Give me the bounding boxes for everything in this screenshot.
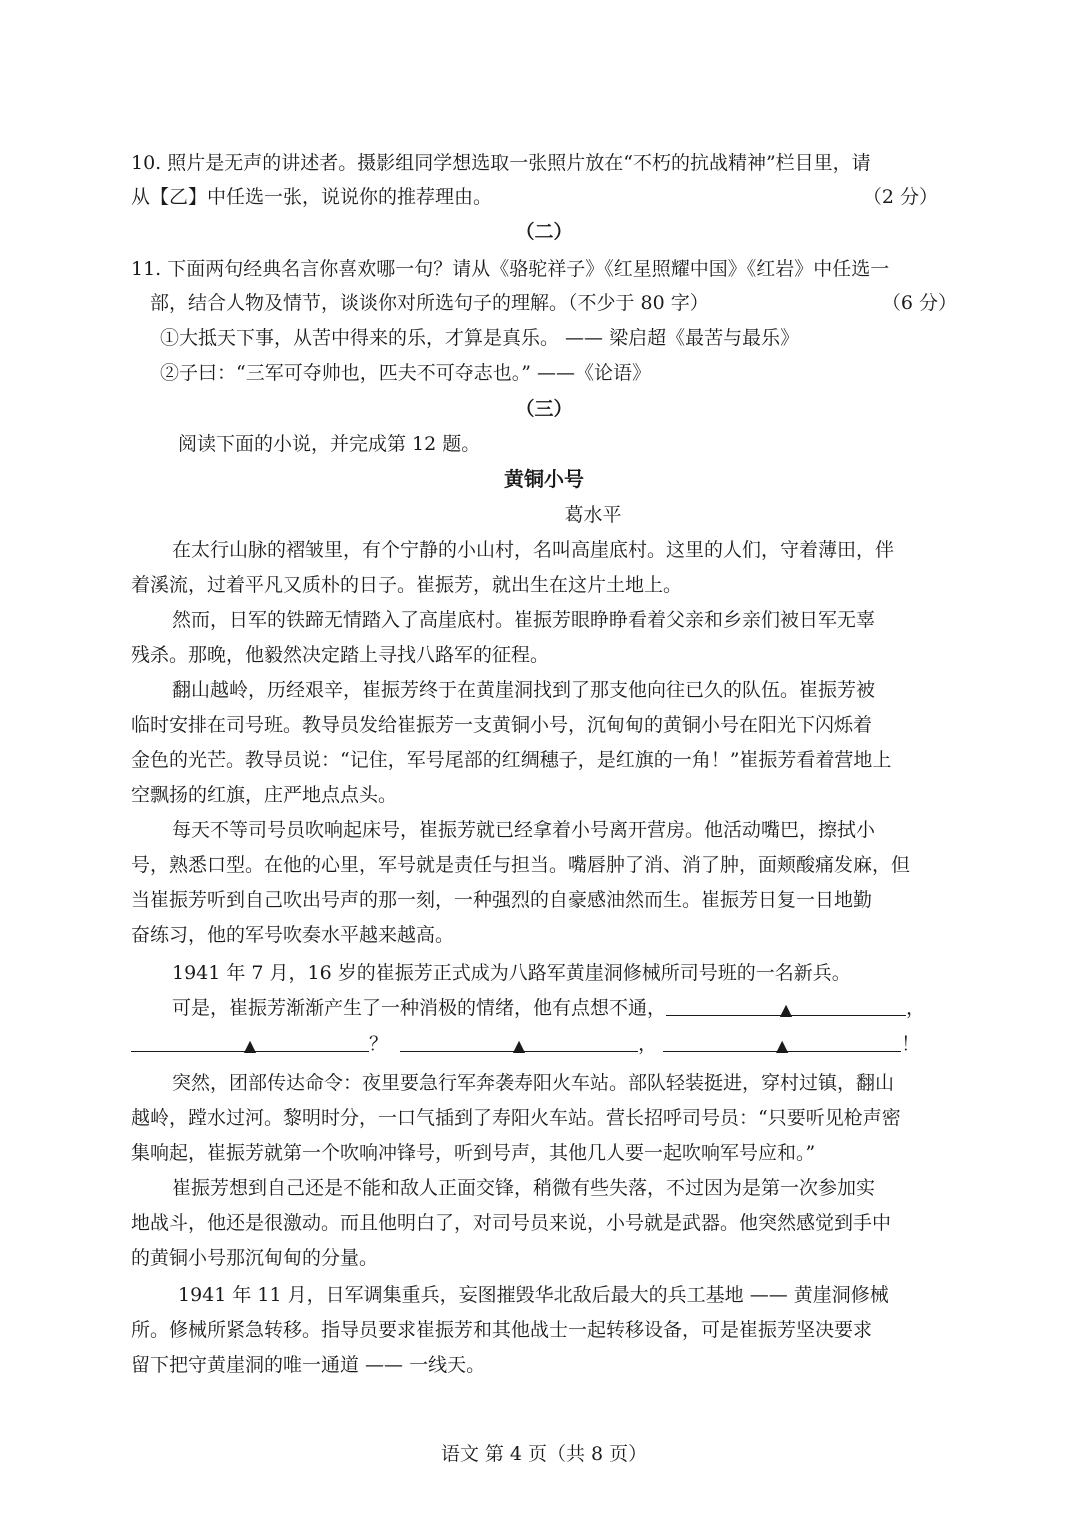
page-footer: 语文 第 4 页（共 8 页） xyxy=(440,1443,648,1465)
story-p3-line3: 金色的光芒。教导员说：“记住，军号尾部的红绸穗子，是红旗的一角！”崔振芳看着营地上 xyxy=(131,749,892,771)
story-p5-line1: 1941 年 7 月，16 岁的崔振芳正式成为八路军黄崖洞修械所司号班的一名新兵。 xyxy=(172,962,851,984)
q11-quote2: ②子曰：“三军可夺帅也，匹夫不可夺志也。” ——《论语》 xyxy=(160,362,651,384)
q11-line2-text: 部，结合人物及情节，谈谈你对所选句子的理解。（不少于 80 字） xyxy=(150,292,709,314)
answer-blank-4[interactable] xyxy=(663,1031,901,1055)
q10-line2 xyxy=(131,184,938,210)
story-p3-line4: 空飘扬的红旗，庄严地点点头。 xyxy=(131,784,398,806)
story-p9-line2: 所。修械所紧急转移。指导员要求崔振芳和其他战士一起转移设备，可是崔振芳坚决要求 xyxy=(131,1319,873,1341)
story-p7-line1: 突然，团部传达命令：夜里要急行军奔袭寿阳火车站。部队轻装挺进，穿村过镇，翻山 xyxy=(172,1072,895,1094)
blank-marker-3: ▲ xyxy=(512,1036,526,1055)
story-title: 黄铜小号 xyxy=(504,467,584,491)
blank-marker-4: ▲ xyxy=(775,1036,789,1055)
story-p9-line3: 留下把守黄崖洞的唯一通道 —— 一线天。 xyxy=(131,1354,486,1376)
blank-marker-2: ▲ xyxy=(243,1036,257,1055)
section-heading-3: （三） xyxy=(515,398,573,420)
story-p3-line2: 临时安排在司号班。教导员发给崔振芳一支黄铜小号，沉甸甸的黄铜小号在阳光下闪烁着 xyxy=(131,714,873,736)
blank-3-punct: ， xyxy=(638,1033,658,1055)
q10-score: （2 分） xyxy=(862,186,938,208)
answer-blank-2[interactable] xyxy=(131,1031,369,1055)
blank-1-punct: ， xyxy=(906,997,926,1019)
blank-marker-1: ▲ xyxy=(779,1000,793,1019)
story-p3-line1: 翻山越岭，历经艰辛，崔振芳终于在黄崖洞找到了那支他向往已久的队伍。崔振芳被 xyxy=(172,679,876,701)
q10-line2-text: 从【乙】中任选一张，说说你的推荐理由。 xyxy=(131,186,493,208)
reading-instruction: 阅读下面的小说，并完成第 12 题。 xyxy=(178,433,481,455)
story-p1-line2: 着溪流，过着平凡又质朴的日子。崔振芳，就出生在这片土地上。 xyxy=(131,574,683,596)
story-p6-text: 可是，崔振芳渐渐产生了一种消极的情绪，他有点想不通， xyxy=(172,997,667,1019)
story-p8-line3: 的黄铜小号那沉甸甸的分量。 xyxy=(131,1247,379,1269)
blank-4-punct: ！ xyxy=(901,1033,921,1055)
story-p4-line2: 号，熟悉口型。在他的心里，军号就是责任与担当。嘴唇肿了消、消了肿，面颊酸痛发麻，但 xyxy=(131,854,911,876)
story-p7-line2: 越岭，蹚水过河。黎明时分，一口气插到了寿阳火车站。营长招呼司号员：“只要听见枪声密 xyxy=(131,1107,901,1129)
blank-2-punct: ？ xyxy=(369,1033,389,1055)
story-p8-line1: 崔振芳想到自己还是不能和敌人正面交锋，稍微有些失落，不过因为是第一次参加实 xyxy=(172,1177,876,1199)
q11-line1: 11. 下面两句经典名言你喜欢哪一句？请从《骆驼祥子》《红星照耀中国》《红岩》中任选一 xyxy=(131,258,890,280)
story-p9-line1: 1941 年 11 月，日军调集重兵，妄图摧毁华北敌后最大的兵工基地 —— 黄崖洞修械 xyxy=(178,1284,889,1306)
story-p7-line3: 集响起，崔振芳就第一个吹响冲锋号，听到号声，其他几人要一起吹响军号应和。” xyxy=(131,1142,816,1164)
story-p2-line1: 然而，日军的铁蹄无情踏入了高崖底村。崔振芳眼睁睁看着父亲和乡亲们被日军无辜 xyxy=(172,609,876,631)
story-p6-line2 xyxy=(131,1031,957,1057)
story-p6-line1 xyxy=(172,995,957,1021)
answer-blank-3[interactable] xyxy=(400,1031,638,1055)
story-author: 葛水平 xyxy=(564,504,622,526)
story-p1-line1: 在太行山脉的褶皱里，有个宁静的小山村，名叫高崖底村。这里的人们，守着薄田，伴 xyxy=(172,539,895,561)
q11-quote1: ①大抵天下事，从苦中得来的乐，才算是真乐。 —— 梁启超《最苦与最乐》 xyxy=(160,327,800,349)
story-p8-line2: 地战斗，他还是很激动。而且他明白了，对司号员来说，小号就是武器。他突然感觉到手中 xyxy=(131,1212,892,1234)
section-heading-2: （二） xyxy=(515,221,573,243)
story-p2-line2: 残杀。那晚，他毅然决定踏上寻找八路军的征程。 xyxy=(131,644,550,666)
story-p4-line3: 当崔振芳听到自己吹出号声的那一刻，一种强烈的自豪感油然而生。崔振芳日复一日地勤 xyxy=(131,889,873,911)
story-p4-line4: 奋练习，他的军号吹奏水平越来越高。 xyxy=(131,924,455,946)
q11-score: （6 分） xyxy=(881,292,957,314)
q10-line1: 10. 照片是无声的讲述者。摄影组同学想选取一张照片放在“不朽的抗战精神”栏目里，请 xyxy=(131,152,871,174)
q11-line2 xyxy=(150,290,957,316)
answer-blank-1[interactable] xyxy=(666,995,906,1019)
story-p4-line1: 每天不等司号员吹响起床号，崔振芳就已经拿着小号离开营房。他活动嘴巴，擦拭小 xyxy=(172,819,876,841)
